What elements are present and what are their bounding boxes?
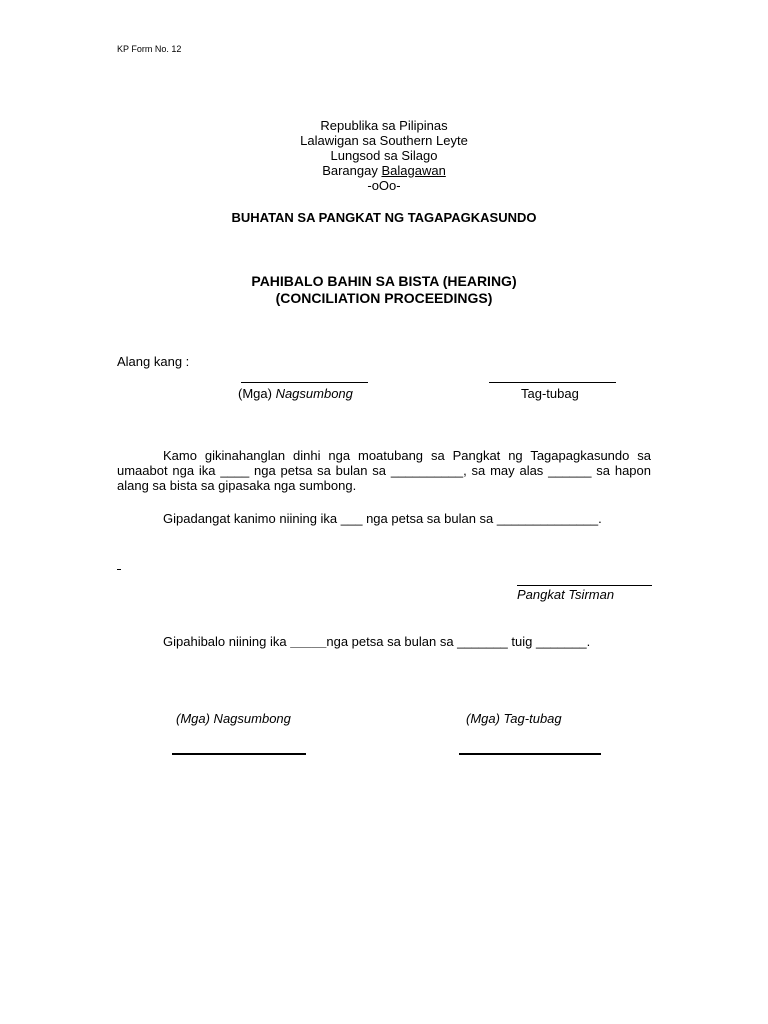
document-header xyxy=(0,118,768,193)
header-separator: -oOo- xyxy=(367,178,401,193)
summons-paragraph: Kamo gikinahanglan dinhi nga moatubang sa Pangkat ng Tagapagkasundo sa umaabot nga ika ____ nga petsa sa bulan sa __________, sa may alas ______ sa hapon alang sa bista sa gipasaka nga sumbong. xyxy=(117,448,651,493)
document-title xyxy=(0,273,768,307)
ack-respondent-text: (Mga) Tag-tubag xyxy=(466,711,562,726)
complainant-caption xyxy=(238,386,353,401)
notice-paragraph xyxy=(163,634,590,649)
title-line-2: (CONCILIATION PROCEEDINGS) xyxy=(275,290,493,306)
title-line-1: PAHIBALO BAHIN SA BISTA (HEARING) xyxy=(251,273,517,289)
ack-respondent-caption xyxy=(466,711,562,726)
complainant-name-line[interactable] xyxy=(241,382,368,383)
complainant-prefix: (Mga) xyxy=(238,386,276,401)
header-barangay xyxy=(0,163,768,178)
chairman-title-text: Pangkat Tsirman xyxy=(517,587,615,602)
small-mark xyxy=(117,569,121,570)
notice-prefix: Gipahibalo niining ika xyxy=(163,634,291,649)
header-republic: Republika sa Pilipinas xyxy=(320,118,448,133)
ack-complainant-signature-line[interactable] xyxy=(172,753,306,755)
ack-complainant-text: (Mga) Nagsumbong xyxy=(176,711,291,726)
header-province: Lalawigan sa Southern Leyte xyxy=(300,133,468,148)
respondent-name-line[interactable] xyxy=(489,382,616,383)
complainant-label: Nagsumbong xyxy=(275,386,353,401)
form-number: KP Form No. 12 xyxy=(117,44,182,54)
chairman-title xyxy=(517,587,614,602)
chairman-signature-line[interactable] xyxy=(517,585,652,586)
notice-suffix: nga petsa sa bulan sa _______ tuig _______. xyxy=(326,634,591,649)
notice-day-blank[interactable]: _____ xyxy=(290,634,327,649)
office-name: BUHATAN SA PANGKAT NG TAGAPAGKASUNDO xyxy=(231,210,537,225)
ack-respondent-signature-line[interactable] xyxy=(459,753,601,755)
barangay-name: Balagawan xyxy=(381,163,446,178)
addressee-label: Alang kang : xyxy=(117,354,190,369)
respondent-caption: Tag-tubag xyxy=(521,386,579,401)
sent-date-paragraph: Gipadangat kanimo niining ika ___ nga petsa sa bulan sa ______________. xyxy=(163,511,602,526)
barangay-prefix: Barangay xyxy=(322,163,382,178)
header-city: Lungsod sa Silago xyxy=(330,148,438,163)
ack-complainant-caption xyxy=(176,711,291,726)
